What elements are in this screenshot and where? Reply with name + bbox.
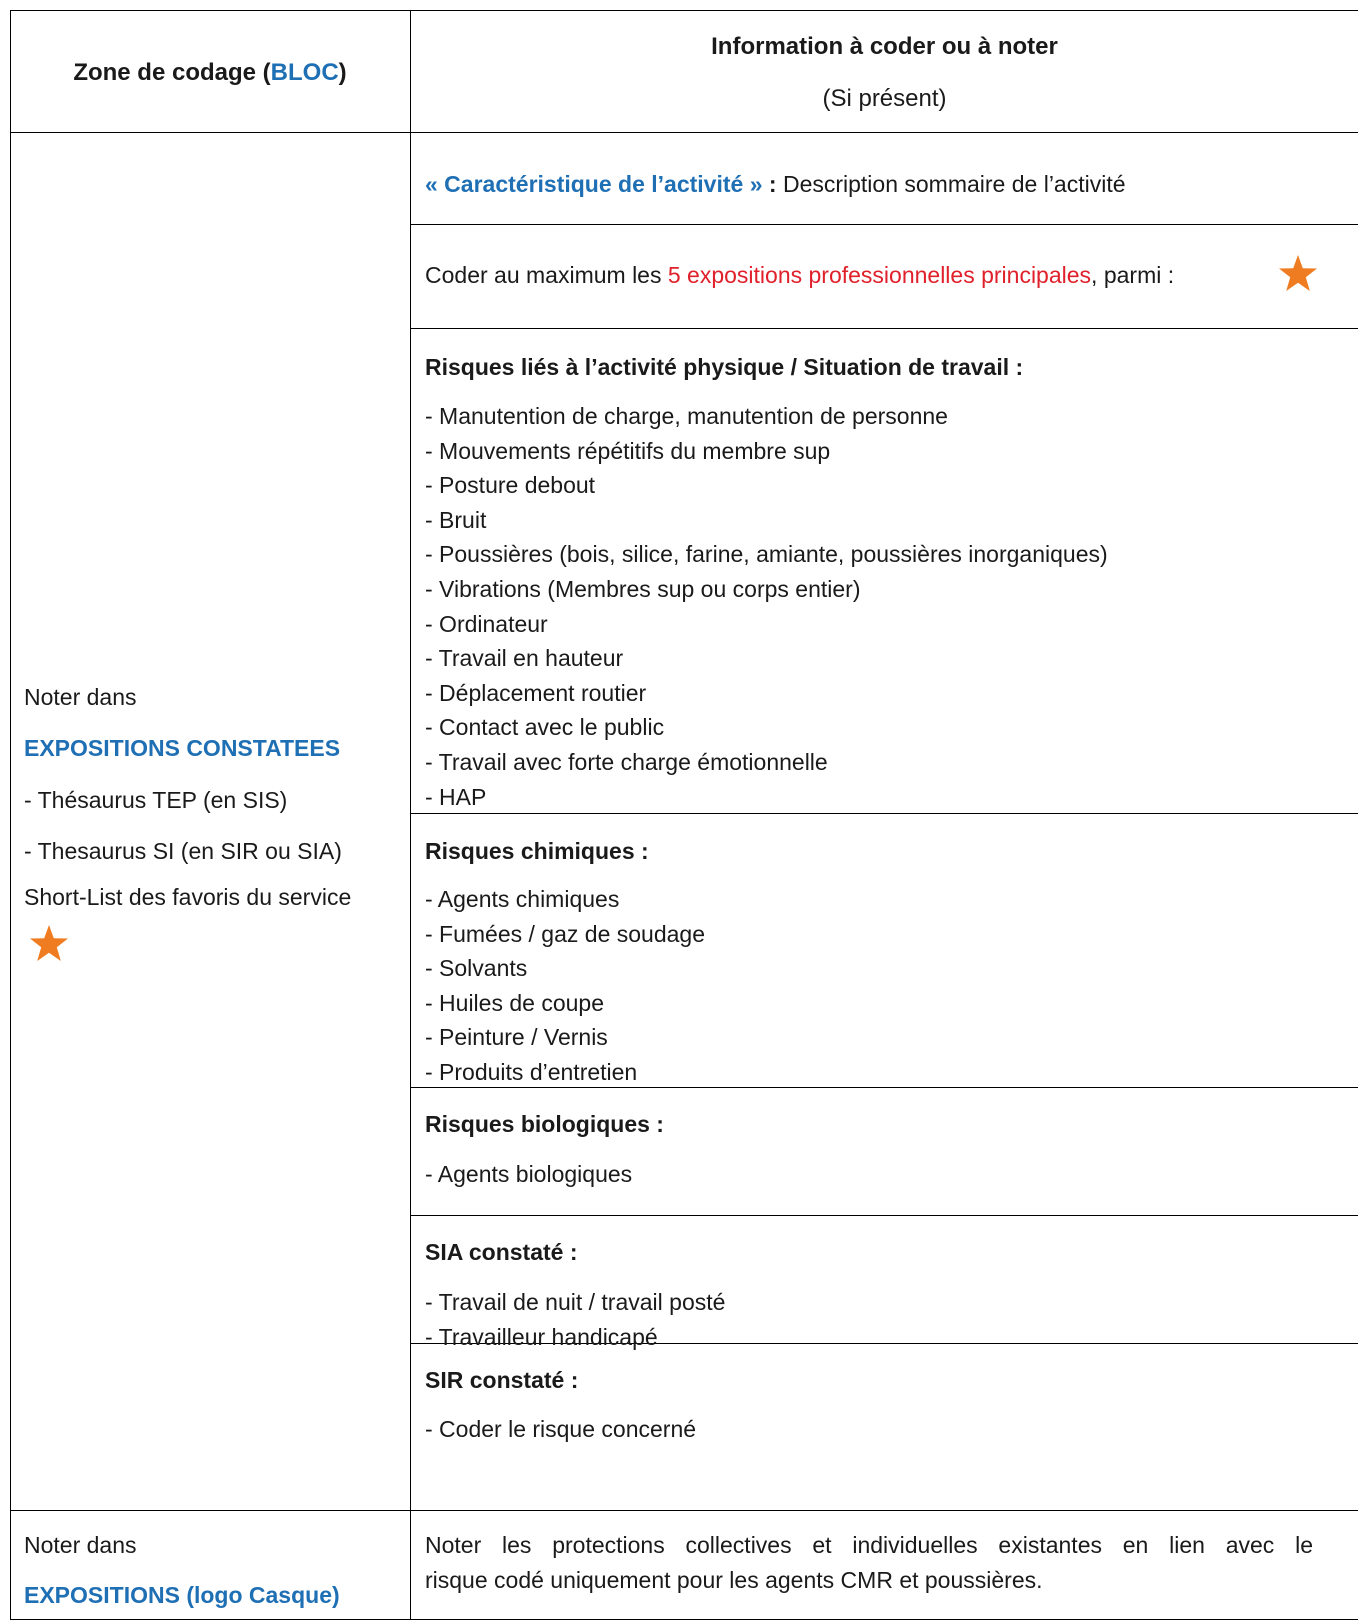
bottom-protections-text xyxy=(425,1528,1313,1597)
activity-colon: : xyxy=(762,171,783,197)
left-short-list: Short-List des favoris du service xyxy=(24,884,352,910)
list-item: - Agents biologiques xyxy=(425,1161,633,1187)
list-item: - Mouvements répétitifs du membre sup xyxy=(425,437,831,464)
list-item: - Vibrations (Membres sup ou corps entier) xyxy=(425,575,861,602)
bottom-noter-dans: Noter dans xyxy=(24,1532,137,1558)
section-title-chimiques: Risques chimiques : xyxy=(425,838,649,864)
list-item: - Travail de nuit / travail posté xyxy=(425,1289,726,1315)
section-title-sir: SIR constaté : xyxy=(425,1367,579,1393)
column-divider xyxy=(410,10,411,1620)
list-item: - Ordinateur xyxy=(425,610,548,637)
activity-row xyxy=(425,167,1126,202)
list-item: - Manutention de charge, manutention de personne xyxy=(425,403,948,429)
activity-description: Description sommaire de l’activité xyxy=(782,171,1126,197)
table-bottom-border xyxy=(10,1619,1358,1620)
list-item: - Coder le risque concerné xyxy=(425,1416,697,1442)
bottom-protections-line1: Noter les protections collectives et individuelles existantes en lien avec le xyxy=(425,1532,1313,1558)
left-expositions-constatees: EXPOSITIONS CONSTATEES xyxy=(24,735,341,761)
header-col1-text: Zone de codage ( xyxy=(73,59,271,86)
list-item: - HAP xyxy=(425,783,487,810)
coder-text-after: , parmi : xyxy=(1091,262,1175,288)
row-divider xyxy=(410,1215,1358,1216)
list-item: - Poussières (bois, silice, farine, amiante, poussières inorganiques) xyxy=(425,541,1108,568)
list-physique xyxy=(425,399,1108,814)
bottom-protections-line2: risque codé uniquement pour les agents CMR et poussières. xyxy=(425,1566,1043,1593)
coder-row xyxy=(425,258,1174,293)
header-information-subtitle: (Si présent) xyxy=(822,85,947,112)
star-icon xyxy=(29,924,69,962)
table-left-border xyxy=(10,10,11,1620)
list-item: - Agents chimiques xyxy=(425,886,620,912)
list-sia xyxy=(425,1285,725,1354)
list-item: - Solvants xyxy=(425,955,528,982)
bottom-row-top-border xyxy=(10,1510,1358,1511)
list-chimiques xyxy=(425,882,705,1090)
row-divider xyxy=(410,328,1358,329)
left-thesaurus-tep: - Thésaurus TEP (en SIS) xyxy=(24,787,288,813)
list-item: - Peinture / Vernis xyxy=(425,1024,608,1051)
left-noter-dans: Noter dans xyxy=(24,684,137,710)
list-item: - Travail en hauteur xyxy=(425,645,624,672)
list-item: - Bruit xyxy=(425,506,487,533)
list-item: - Huiles de coupe xyxy=(425,989,604,1016)
header-zone-de-codage xyxy=(10,56,410,90)
list-item: - Posture debout xyxy=(425,472,596,499)
row-divider xyxy=(410,224,1358,225)
star-icon xyxy=(1278,254,1318,292)
list-item: - Travail avec forte charge émotionnelle xyxy=(425,748,828,775)
header-bottom-border xyxy=(10,132,1358,133)
header-bloc-label: BLOC xyxy=(270,59,339,86)
section-title-physique: Risques liés à l’activité physique / Situation de travail : xyxy=(425,354,1024,380)
list-item: - Produits d’entretien xyxy=(425,1058,638,1085)
coder-highlight: 5 expositions professionnelles principales xyxy=(667,262,1092,288)
list-item: - Fumées / gaz de soudage xyxy=(425,920,705,947)
activity-label: « Caractéristique de l’activité » xyxy=(425,171,763,197)
header-col1-close: ) xyxy=(338,59,347,86)
list-item: - Travailleur handicapé xyxy=(425,1323,658,1350)
header-information-title: Information à coder ou à noter xyxy=(711,33,1058,60)
list-sir xyxy=(425,1412,696,1447)
table-top-border xyxy=(10,10,1358,11)
list-item: - Contact avec le public xyxy=(425,714,665,741)
section-title-biologiques: Risques biologiques : xyxy=(425,1111,664,1137)
section-title-sia: SIA constaté : xyxy=(425,1239,578,1265)
list-item: - Déplacement routier xyxy=(425,679,647,706)
bottom-expositions-casque: EXPOSITIONS (logo Casque) xyxy=(24,1582,340,1608)
list-biologiques xyxy=(425,1157,632,1192)
coder-text-before: Coder au maximum les xyxy=(425,262,668,288)
left-thesaurus-si: - Thesaurus SI (en SIR ou SIA) xyxy=(24,838,342,864)
